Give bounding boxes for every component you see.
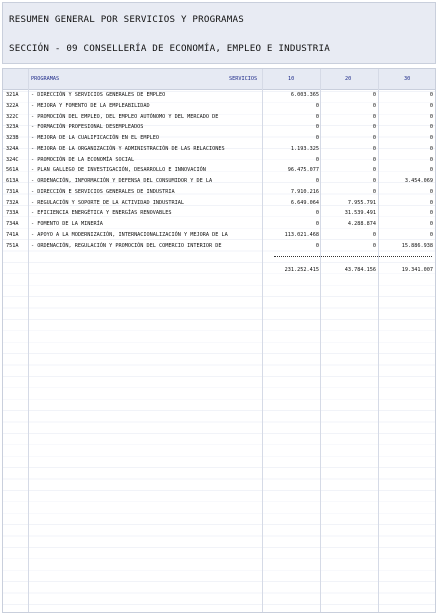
row-value-20: 4.288.874 [347, 221, 376, 227]
col-programas: PROGRAMAS [31, 76, 60, 82]
row-value-10: 113.021.468 [284, 231, 319, 238]
row-value-20: 0 [372, 167, 376, 174]
row-code: 322C [6, 113, 19, 120]
row-value-30: 0 [429, 231, 433, 238]
row-value-30: 0 [429, 156, 433, 163]
row-value-30: 0 [429, 113, 433, 120]
table-row [3, 165, 435, 175]
table-header [3, 69, 435, 90]
row-value-30: 0 [429, 221, 433, 227]
row-value-30: 0 [429, 124, 433, 131]
total-20: 43.784.156 [344, 267, 376, 273]
row-value-30: 0 [429, 188, 433, 195]
row-code: 732A [6, 199, 19, 206]
row-value-30: 0 [429, 135, 433, 141]
row-value-20: 0 [372, 231, 376, 238]
row-value-10: 0 [315, 210, 319, 217]
row-description: - DIRECCIÓN Y SERVICIOS GENERALES DE EMPLEO [31, 92, 166, 98]
row-value-10: 0 [315, 102, 319, 109]
table-row [3, 219, 435, 229]
table-row [3, 176, 435, 186]
col-10: 10 [288, 76, 295, 82]
row-value-20: 0 [372, 156, 376, 163]
row-description: - PROMOCIÓN DE LA ECONOMÍA SOCIAL [31, 156, 135, 163]
row-code: 323A [6, 124, 19, 131]
table-row [3, 90, 435, 100]
row-code: 751A [6, 242, 19, 249]
row-description: - ORDENACIÓN, REGULACIÓN Y PROMOCIÓN DEL COMERCIO INTERIOR DE [31, 242, 222, 249]
row-value-20: 7.955.791 [347, 199, 376, 206]
row-code: 613A [6, 178, 19, 184]
row-value-10: 1.193.325 [290, 145, 319, 152]
row-description: - DIRECCIÓN E SERVICIOS GENERALES DE INDUSTRIA [31, 188, 175, 195]
row-code: 324C [6, 156, 19, 163]
row-value-20: 31.539.491 [344, 210, 376, 217]
row-code: 731A [6, 188, 19, 195]
row-description: - ORDENACIÓN, INFORMACIÓN Y DEFENSA DEL CONSUMIDOR Y DE LA [31, 178, 213, 184]
table-row [3, 155, 435, 165]
row-value-20: 0 [372, 102, 376, 109]
row-value-30: 0 [429, 199, 433, 206]
total-30: 19.341.007 [401, 267, 433, 273]
row-value-20: 0 [372, 242, 376, 249]
table-row [3, 101, 435, 111]
table-row [3, 122, 435, 132]
totals-separator [274, 256, 432, 257]
row-description: - APOYO A LA MODERNIZACIÓN, INTERNACIONALIZACIÓN Y MEJORA DE LA [31, 231, 228, 238]
col-servicios: SERVICIOS [229, 76, 258, 82]
row-value-30: 0 [429, 92, 433, 98]
row-value-30: 15.886.938 [401, 242, 433, 249]
row-value-30: 0 [429, 102, 433, 109]
section-title: SECCIÓN - 09 CONSELLERÍA DE ECONOMÍA, EMPLEO E INDUSTRIA [9, 43, 330, 54]
row-value-30: 3.454.069 [404, 178, 433, 184]
row-value-10: 0 [315, 242, 319, 249]
row-description: - REGULACIÓN Y SOPORTE DE LA ACTIVIDAD INDUSTRIAL [31, 199, 185, 206]
col-20: 20 [345, 76, 352, 82]
row-description: - PLAN GALLEGO DE INVESTIGACIÓN, DESARROLLO E INNOVACIÓN [31, 167, 206, 174]
row-value-10: 0 [315, 113, 319, 120]
row-description: - PROMOCIÓN DEL EMPLEO, DEL EMPLEO AUTÓNOMO Y DEL MERCADO DE [31, 113, 219, 120]
row-description: - FORMACIÓN PROFESIONAL DESEMPLEADOS [31, 124, 144, 131]
table-row [3, 198, 435, 208]
row-value-20: 0 [372, 188, 376, 195]
row-code: 324A [6, 145, 19, 152]
totals-row [3, 265, 435, 275]
row-code: 741A [6, 231, 19, 238]
table-row [3, 241, 435, 251]
row-description: - MEJORA Y FOMENTO DE LA EMPLEABILIDAD [31, 102, 150, 109]
budget-table [2, 68, 436, 613]
row-value-10: 0 [315, 178, 319, 184]
row-value-20: 0 [372, 92, 376, 98]
row-value-20: 0 [372, 113, 376, 120]
table-row [3, 230, 435, 240]
report-title: RESUMEN GENERAL POR SERVICIOS Y PROGRAMAS [9, 14, 244, 25]
row-value-20: 0 [372, 145, 376, 152]
total-10: 231.252.415 [284, 267, 319, 273]
report-header [2, 2, 436, 64]
row-value-10: 96.475.077 [287, 167, 319, 174]
table-row [3, 187, 435, 197]
row-description: - MEJORA DE LA CUALIFICACIÓN EN EL EMPLEO [31, 135, 160, 141]
table-row [3, 208, 435, 218]
row-value-20: 0 [372, 178, 376, 184]
row-value-30: 0 [429, 210, 433, 217]
row-value-10: 0 [315, 124, 319, 131]
row-value-10: 6.649.064 [290, 199, 319, 206]
row-value-10: 0 [315, 135, 319, 141]
row-description: - FOMENTO DE LA MINERÍA [31, 221, 103, 227]
table-row [3, 144, 435, 154]
row-value-10: 7.910.216 [290, 188, 319, 195]
row-value-20: 0 [372, 124, 376, 131]
row-code: 734A [6, 221, 19, 227]
row-value-30: 0 [429, 145, 433, 152]
row-code: 323B [6, 135, 19, 141]
row-value-10: 6.003.365 [290, 92, 319, 98]
row-description: - EFICIENCIA ENERGÉTICA Y ENERGÍAS RENOVABLES [31, 210, 172, 217]
row-value-20: 0 [372, 135, 376, 141]
row-value-10: 0 [315, 221, 319, 227]
row-description: - MEJORA DE LA ORGANIZACIÓN Y ADMINISTRACIÓN DE LAS RELACIONES [31, 145, 225, 152]
row-code: 733A [6, 210, 19, 217]
row-code: 321A [6, 92, 19, 98]
row-value-30: 0 [429, 167, 433, 174]
table-row [3, 112, 435, 122]
row-value-10: 0 [315, 156, 319, 163]
row-code: 322A [6, 102, 19, 109]
row-code: 561A [6, 167, 19, 174]
col-30: 30 [404, 76, 411, 82]
table-row [3, 133, 435, 143]
